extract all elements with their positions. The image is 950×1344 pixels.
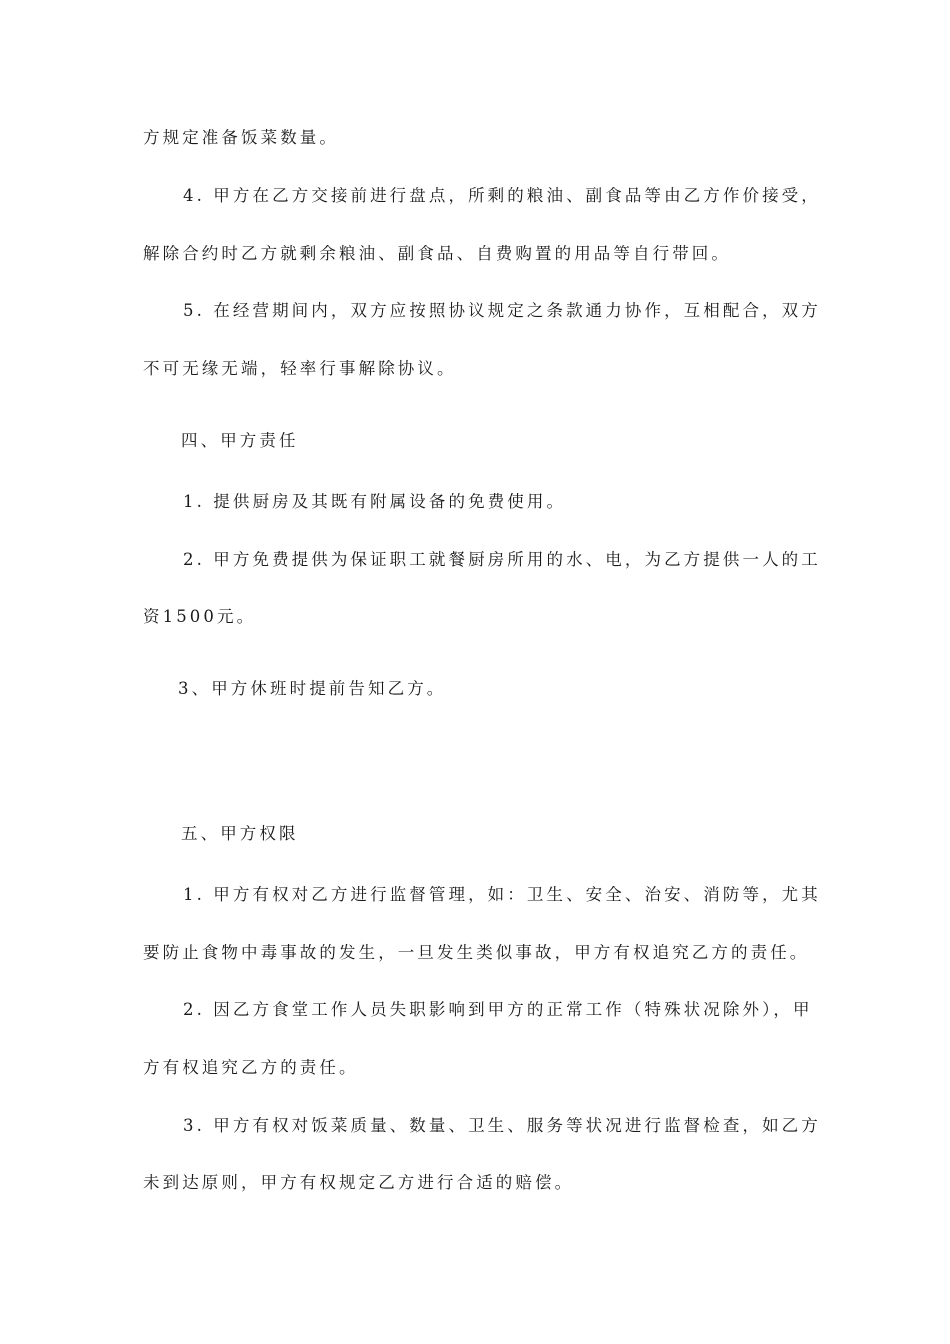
authority-1-line-1: 1. 甲方有权对乙方进行监督管理，如：卫生、安全、治安、消防等，尤其 <box>183 885 821 904</box>
authority-3-line-2: 未到达原则，甲方有权规定乙方进行合适的赔偿。 <box>143 1173 575 1192</box>
responsibility-3-line: 3、甲方休班时提前告知乙方。 <box>178 679 447 698</box>
paragraph-line: 方规定准备饭菜数量。 <box>143 128 339 147</box>
section-heading-party-a-responsibility: 四、甲方责任 <box>181 431 299 450</box>
authority-2-line-1: 2. 因乙方食堂工作人员失职影响到甲方的正常工作（特殊状况除外），甲 <box>183 1000 813 1019</box>
clause-5-line-1: 5. 在经营期间内，双方应按照协议规定之条款通力协作，互相配合，双方 <box>183 301 821 320</box>
responsibility-2-line-2: 资1500元。 <box>143 607 257 626</box>
clause-4-line-2: 解除合约时乙方就剩余粮油、副食品、自费购置的用品等自行带回。 <box>143 244 731 263</box>
authority-3-line-1: 3. 甲方有权对饭菜质量、数量、卫生、服务等状况进行监督检查，如乙方 <box>183 1116 821 1135</box>
responsibility-2-line-1: 2. 甲方免费提供为保证职工就餐厨房所用的水、电，为乙方提供一人的工 <box>183 550 821 569</box>
authority-2-line-2: 方有权追究乙方的责任。 <box>143 1058 359 1077</box>
authority-1-line-2: 要防止食物中毒事故的发生，一旦发生类似事故，甲方有权追究乙方的责任。 <box>143 943 810 962</box>
section-heading-party-a-authority: 五、甲方权限 <box>181 824 299 843</box>
clause-4-line-1: 4. 甲方在乙方交接前进行盘点，所剩的粮油、副食品等由乙方作价接受， <box>183 186 821 205</box>
clause-5-line-2: 不可无缘无端，轻率行事解除协议。 <box>143 359 457 378</box>
responsibility-1-line: 1. 提供厨房及其既有附属设备的免费使用。 <box>183 492 567 511</box>
